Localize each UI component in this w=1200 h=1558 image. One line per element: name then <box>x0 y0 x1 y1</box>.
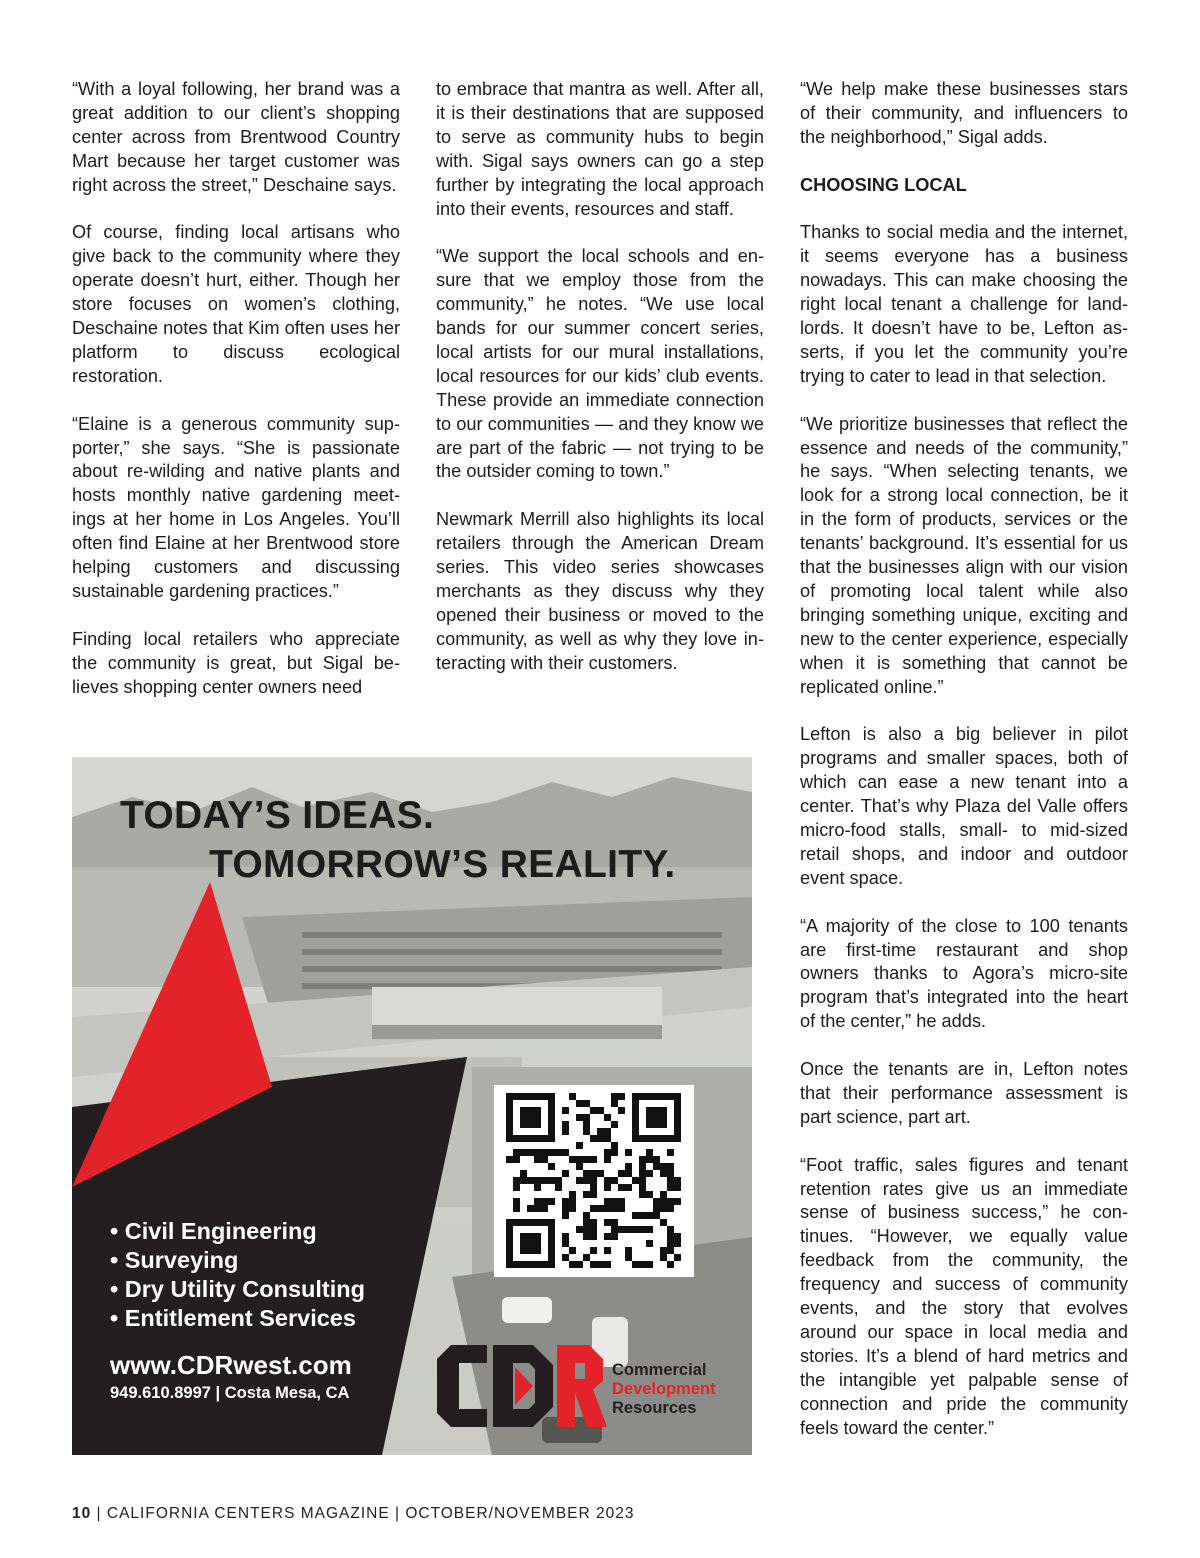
page-footer <box>72 1505 634 1523</box>
contact-info: 949.610.8997 | Costa Mesa, CA <box>110 1384 350 1402</box>
cdr-advertisement[interactable] <box>72 757 752 1455</box>
article-column-2 <box>436 78 764 700</box>
page-number: 10 <box>72 1505 92 1522</box>
service-item: • Civil Engineering <box>110 1218 317 1244</box>
article-column-1 <box>72 78 400 723</box>
company-word-2: Development <box>612 1380 716 1398</box>
company-word-1: Commercial <box>612 1361 707 1379</box>
paragraph: Finding local retailers who appreciate the community is great, but Sigal believes shopping center owners need <box>72 628 400 697</box>
cdr-logo-icon <box>437 1345 607 1427</box>
paragraph: “We support the local schools and ensure that we employ those from the community,” he notes. “We use local bands for our summer concert series, local artists for our mural installations, local resources for our kids’ club events. These provide an immediate connection to our communities — and they know we are part of the fabric — not trying to be the outsider coming to town.” <box>436 246 764 482</box>
service-item: • Entitlement Services <box>110 1305 356 1331</box>
paragraph: “We prioritize businesses that reflect the essence and needs of the community,” he says. “When selecting tenants, we look for a strong local connection, be it in the form of products, services or the tenants’ background. It’s essential for us that the businesses align with our vision of promoting local talent while also bringing something unique, exciting and new to the center experience, especially when it is something that cannot be replicated online.” <box>800 413 1128 697</box>
paragraph: “Foot traffic, sales figures and tenant retention rates give us an immediate sense of business success,” he continues. “However, we equally value feedback from the community, the frequency and success of community events, and the story that evolves around our space in local media and stories. It’s a blend of hard metrics and the intangible yet palpable sense of connection and pride the community feels toward the center.” <box>800 1154 1128 1438</box>
paragraph: Newmark Merrill also highlights its local retailers through the American Dream series. This video series showcases merchants as they discuss why they opened their business or moved to the community, as well as why they love interacting with their customers. <box>436 509 764 673</box>
article-column-3 <box>800 78 1128 1464</box>
paragraph: Lefton is also a big believer in pilot programs and smaller spaces, both of which can ease a new tenant into a center. That’s why Plaza del Valle offers micro-food stalls, small- to mid-sized retail shops, and indoor and outdoor event space. <box>800 724 1128 888</box>
qr-code[interactable] <box>494 1085 694 1277</box>
ad-headline-2: TOMORROW’S REALITY. <box>209 843 676 886</box>
paragraph: “A majority of the close to 100 tenants are first-time restaurant and shop owners thanks to Agora’s micro-site program that’s integrated into the heart of the center,” he adds. <box>800 915 1128 1032</box>
white-car <box>502 1297 552 1323</box>
paragraph: Once the tenants are in, Lefton notes that their performance assessment is part science, part art. <box>800 1059 1128 1127</box>
website-link[interactable]: www.CDRwest.com <box>110 1350 352 1380</box>
ad-headline-1: TODAY’S IDEAS. <box>120 794 435 837</box>
paragraph: to embrace that mantra as well. After all, it is their destinations that are supposed to serve as community hubs to begin with. Sigal says owners can go a step further by integrating the local approach into their events, resources and staff. <box>436 79 764 219</box>
paragraph: “Elaine is a generous community supporter,” she says. “She is passionate about re-wilding and native plants and hosts monthly native gardening meetings at her home in Los Angeles. You’ll often find Elaine at her Brentwood store helping customers and discussing sustainable gardening practices.” <box>72 413 400 601</box>
canopy-shadow <box>372 1025 662 1039</box>
section-subhead: CHOOSING LOCAL <box>800 174 967 195</box>
paragraph: Thanks to social media and the internet, it seems everyone has a business nowadays. This can make choosing the right local tenant a challenge for landlords. It doesn’t have to be, Lefton asserts, if you let the community you’re trying to cater to lead in that selection. <box>800 222 1128 386</box>
service-item: • Dry Utility Consulting <box>110 1276 365 1302</box>
services-list <box>110 1217 365 1333</box>
footer-text: | CALIFORNIA CENTERS MAGAZINE | OCTOBER/NOVEMBER 2023 <box>91 1505 635 1522</box>
company-word-3: Resources <box>612 1399 697 1417</box>
paragraph: “With a loyal following, her brand was a great addition to our client’s shopping center across from Brentwood Country Mart because her target customer was right across the street,” Deschaine says. <box>72 79 400 195</box>
qr-code-graphic <box>494 1085 694 1277</box>
company-name <box>612 1361 716 1418</box>
service-item: • Surveying <box>110 1247 239 1273</box>
paragraph: Of course, finding local artisans who give back to the community where they operate doesn’t hurt, either. Though her store focuses on women’s clothing, Deschaine notes that Kim often uses her platform to discuss ecological restoration. <box>72 222 400 386</box>
paragraph: “We help make these businesses stars of their community, and influencers to the neighborhood,” Sigal adds. <box>800 79 1128 147</box>
canopy-building <box>372 987 662 1027</box>
